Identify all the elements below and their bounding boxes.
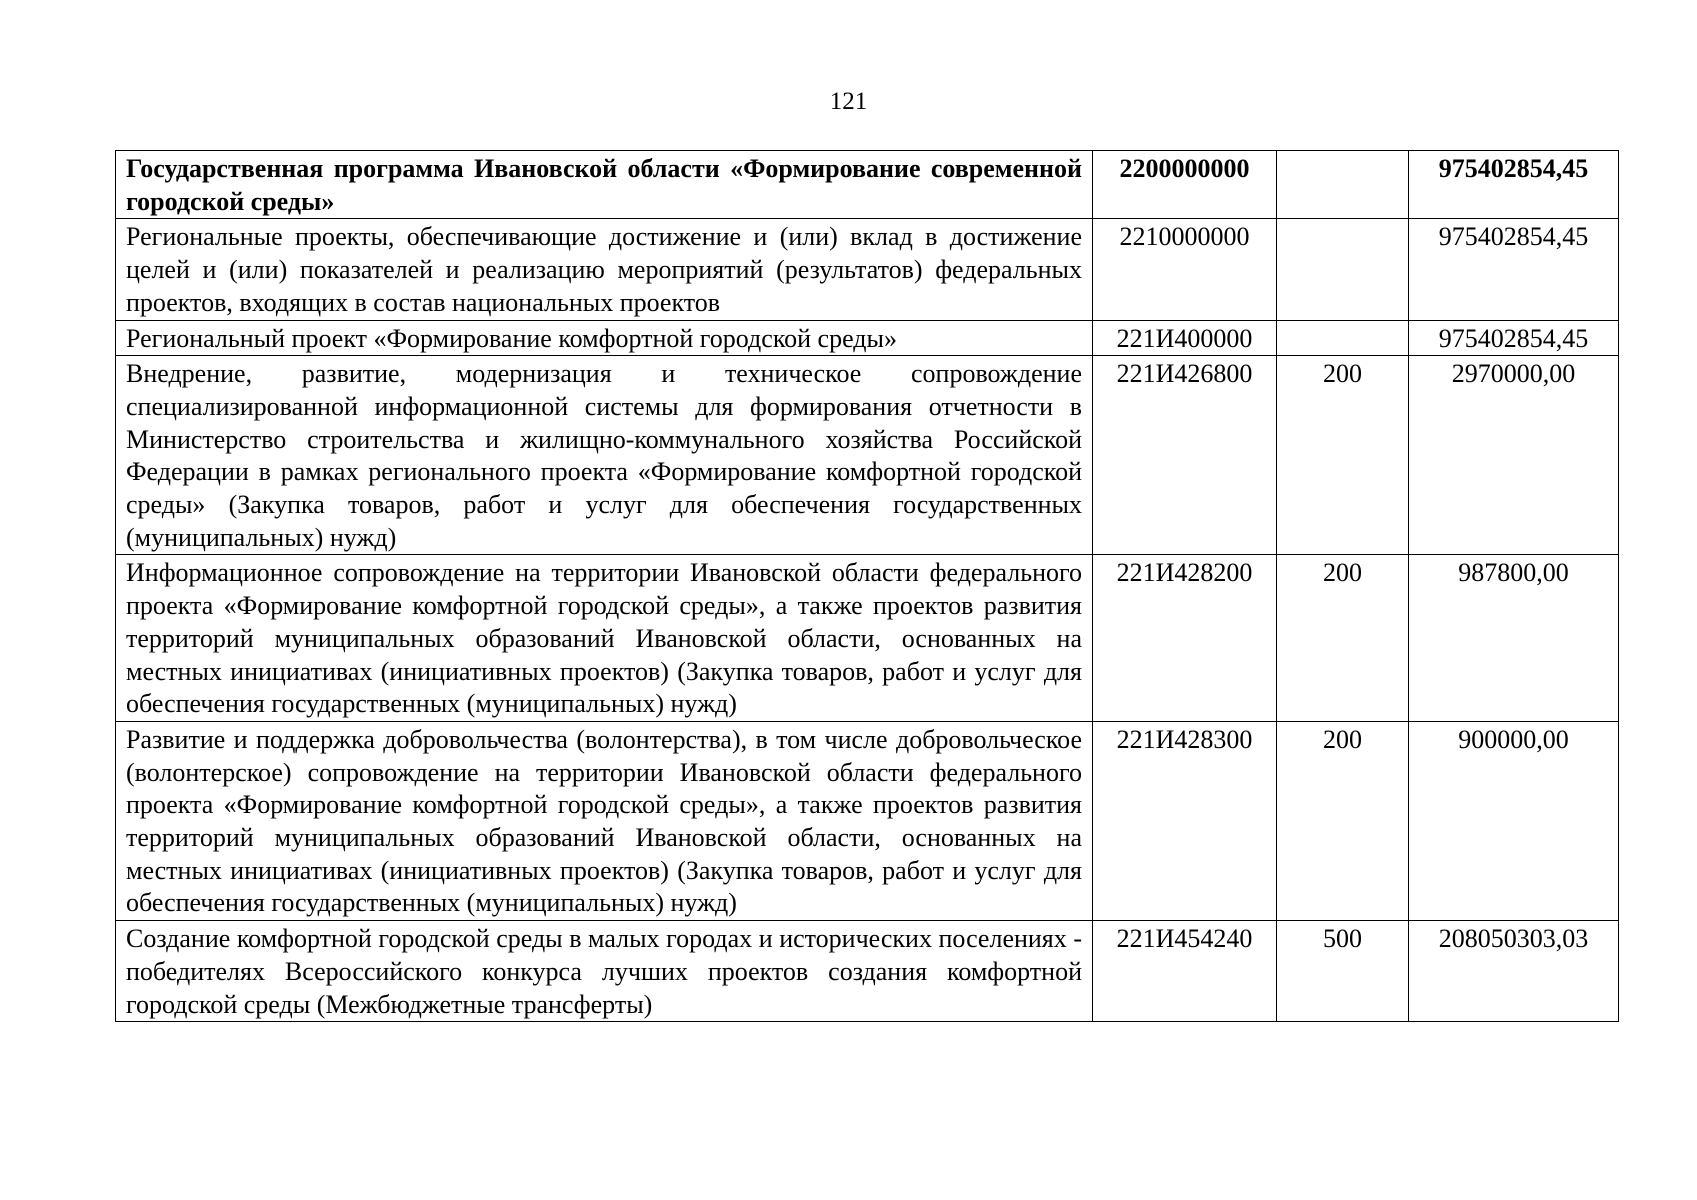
row-sum: 208050303,03 xyxy=(1409,921,1619,1022)
table-row xyxy=(116,151,1619,219)
row-code: 221И428200 xyxy=(1093,555,1277,722)
row-type: 500 xyxy=(1277,921,1409,1022)
row-type xyxy=(1277,320,1409,356)
table-row xyxy=(116,356,1619,555)
row-name: Государственная программа Ивановской области «Формирование современной городской среды» xyxy=(116,151,1093,219)
row-type: 200 xyxy=(1277,721,1409,920)
row-name: Региональный проект «Формирование комфортной городской среды» xyxy=(116,320,1093,356)
row-code: 2210000000 xyxy=(1093,219,1277,320)
row-name: Развитие и поддержка добровольчества (волонтерства), в том числе добровольческое (волонтерское) сопровождение на территории Ивановской области федерального проекта «Формирование комфортной городской среды», а также проектов развития территорий муниципальных образований Ивановской области, основанных на местных инициативах (инициативных проектов) (Закупка товаров, работ и услуг для обеспечения государственных (муниципальных) нужд) xyxy=(116,721,1093,920)
row-sum: 975402854,45 xyxy=(1409,219,1619,320)
row-code: 2200000000 xyxy=(1093,151,1277,219)
row-code: 221И454240 xyxy=(1093,921,1277,1022)
row-type xyxy=(1277,219,1409,320)
row-code: 221И426800 xyxy=(1093,356,1277,555)
row-name: Региональные проекты, обеспечивающие достижение и (или) вклад в достижение целей и (или) показателей и реализацию мероприятий (результатов) федеральных проектов, входящих в состав национальных проектов xyxy=(116,219,1093,320)
row-type: 200 xyxy=(1277,555,1409,722)
budget-table xyxy=(115,150,1619,1022)
row-code: 221И428300 xyxy=(1093,721,1277,920)
row-name: Информационное сопровождение на территории Ивановской области федерального проекта «Формирование комфортной городской среды», а также проектов развития территорий муниципальных образований Ивановской области, основанных на местных инициативах (инициативных проектов) (Закупка товаров, работ и услуг для обеспечения государственных (муниципальных) нужд) xyxy=(116,555,1093,722)
table-row xyxy=(116,921,1619,1022)
row-type: 200 xyxy=(1277,356,1409,555)
row-name: Внедрение, развитие, модернизация и техническое сопровождение специализированной информационной системы для формирования отчетности в Министерство строительства и жилищно-коммунального хозяйства Российской Федерации в рамках регионального проекта «Формирование комфортной городской среды» (Закупка товаров, работ и услуг для обеспечения государственных (муниципальных) нужд) xyxy=(116,356,1093,555)
page-number: 121 xyxy=(829,88,868,115)
row-name: Создание комфортной городской среды в малых городах и исторических поселениях - победителях Всероссийского конкурса лучших проектов создания комфортной городской среды (Межбюджетные трансферты) xyxy=(116,921,1093,1022)
row-sum: 975402854,45 xyxy=(1409,320,1619,356)
row-sum: 975402854,45 xyxy=(1409,151,1619,219)
table-row xyxy=(116,721,1619,920)
row-type xyxy=(1277,151,1409,219)
row-sum: 2970000,00 xyxy=(1409,356,1619,555)
row-code: 221И400000 xyxy=(1093,320,1277,356)
table-row xyxy=(116,320,1619,356)
table-row xyxy=(116,555,1619,722)
table-row xyxy=(116,219,1619,320)
row-sum: 900000,00 xyxy=(1409,721,1619,920)
row-sum: 987800,00 xyxy=(1409,555,1619,722)
